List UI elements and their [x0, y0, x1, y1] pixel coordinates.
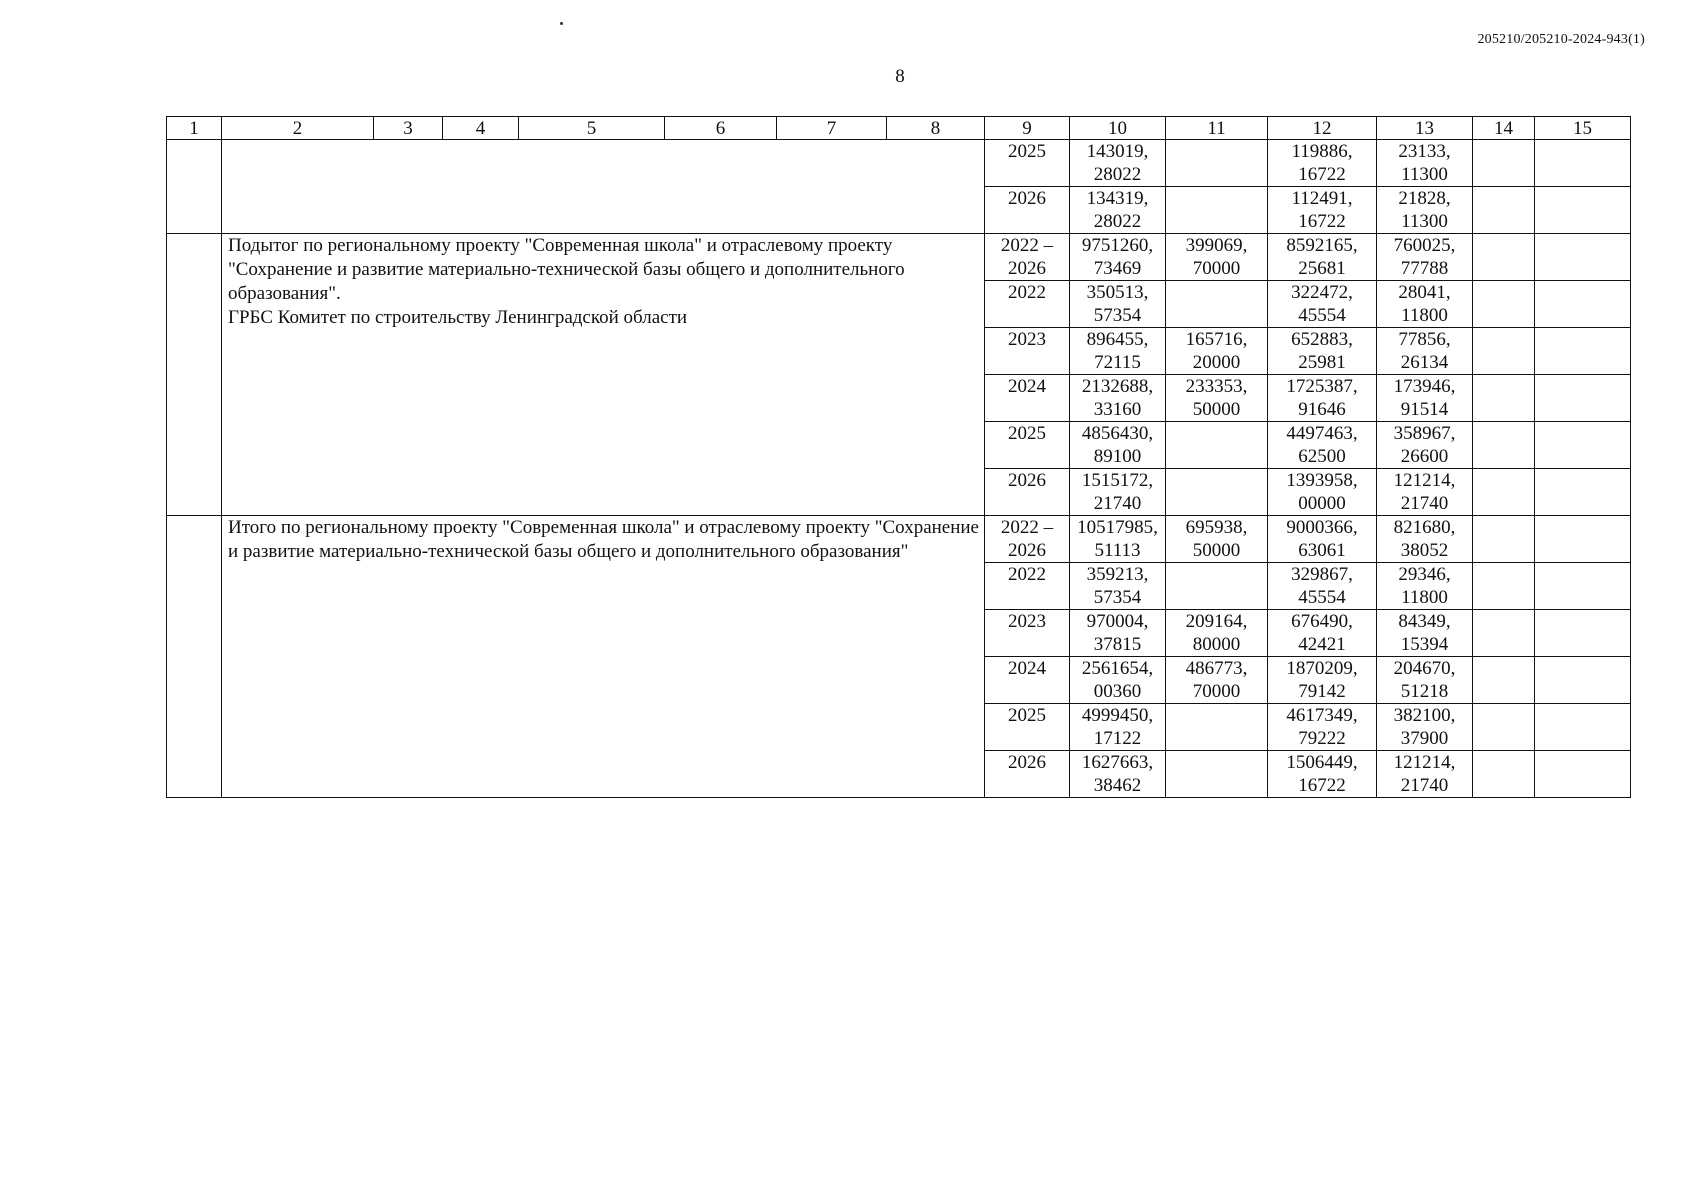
- total-cell: 350513, 57354: [1070, 281, 1166, 328]
- total-cell: 9751260, 73469: [1070, 234, 1166, 281]
- column-header: 11: [1166, 117, 1268, 140]
- year-cell: 2022: [985, 281, 1070, 328]
- col-14-cell: [1473, 469, 1535, 516]
- local-cell: 173946, 91514: [1377, 375, 1473, 422]
- total-cell: 2561654, 00360: [1070, 657, 1166, 704]
- col-15-cell: [1535, 234, 1631, 281]
- block-description: Подытог по региональному проекту "Современная школа" и отраслевому проекту "Сохранение и развитие материально-технической базы общего и дополнительного образования". ГРБС Комитет по строительству Ленинградской области: [222, 234, 985, 516]
- col-14-cell: [1473, 516, 1535, 563]
- regional-cell: 322472, 45554: [1268, 281, 1377, 328]
- column-header: 13: [1377, 117, 1473, 140]
- col-15-cell: [1535, 610, 1631, 657]
- local-cell: 28041, 11800: [1377, 281, 1473, 328]
- document-id: 205210/205210-2024-943(1): [1477, 32, 1645, 47]
- regional-cell: 652883, 25981: [1268, 328, 1377, 375]
- col-14-cell: [1473, 657, 1535, 704]
- regional-cell: 4497463, 62500: [1268, 422, 1377, 469]
- total-cell: 2132688, 33160: [1070, 375, 1166, 422]
- column-header: 9: [985, 117, 1070, 140]
- federal-cell: 209164, 80000: [1166, 610, 1268, 657]
- col-15-cell: [1535, 704, 1631, 751]
- federal-cell: 695938, 50000: [1166, 516, 1268, 563]
- scan-speck: [560, 22, 563, 25]
- year-cell: 2026: [985, 187, 1070, 234]
- col-15-cell: [1535, 563, 1631, 610]
- col-15-cell: [1535, 657, 1631, 704]
- federal-cell: [1166, 187, 1268, 234]
- year-cell: 2025: [985, 704, 1070, 751]
- col-15-cell: [1535, 469, 1631, 516]
- column-header: 5: [519, 117, 665, 140]
- local-cell: 77856, 26134: [1377, 328, 1473, 375]
- col-14-cell: [1473, 234, 1535, 281]
- regional-cell: 1870209, 79142: [1268, 657, 1377, 704]
- federal-cell: [1166, 751, 1268, 798]
- year-cell: 2025: [985, 422, 1070, 469]
- column-header: 7: [777, 117, 887, 140]
- year-cell: 2024: [985, 375, 1070, 422]
- federal-cell: [1166, 704, 1268, 751]
- year-cell: 2022 – 2026: [985, 516, 1070, 563]
- col-14-cell: [1473, 140, 1535, 187]
- col-15-cell: [1535, 375, 1631, 422]
- total-cell: 1627663, 38462: [1070, 751, 1166, 798]
- year-cell: 2026: [985, 751, 1070, 798]
- regional-cell: 329867, 45554: [1268, 563, 1377, 610]
- table-row: [167, 516, 1631, 563]
- regional-cell: 4617349, 79222: [1268, 704, 1377, 751]
- table-row: [167, 234, 1631, 281]
- total-cell: 896455, 72115: [1070, 328, 1166, 375]
- local-cell: 29346, 11800: [1377, 563, 1473, 610]
- regional-cell: 1393958, 00000: [1268, 469, 1377, 516]
- col-14-cell: [1473, 422, 1535, 469]
- local-cell: 23133, 11300: [1377, 140, 1473, 187]
- col-14-cell: [1473, 610, 1535, 657]
- col-15-cell: [1535, 422, 1631, 469]
- regional-cell: 8592165, 25681: [1268, 234, 1377, 281]
- regional-cell: 1506449, 16722: [1268, 751, 1377, 798]
- year-cell: 2022 – 2026: [985, 234, 1070, 281]
- column-header: 6: [665, 117, 777, 140]
- total-cell: 10517985, 51113: [1070, 516, 1166, 563]
- federal-cell: [1166, 281, 1268, 328]
- total-cell: 4856430, 89100: [1070, 422, 1166, 469]
- column-header: 3: [374, 117, 443, 140]
- col-14-cell: [1473, 704, 1535, 751]
- column-header: 12: [1268, 117, 1377, 140]
- year-cell: 2022: [985, 563, 1070, 610]
- column-header: 10: [1070, 117, 1166, 140]
- col-14-cell: [1473, 563, 1535, 610]
- total-cell: 134319, 28022: [1070, 187, 1166, 234]
- total-cell: 143019, 28022: [1070, 140, 1166, 187]
- regional-cell: 112491, 16722: [1268, 187, 1377, 234]
- row-number-cell: [167, 234, 222, 516]
- local-cell: 358967, 26600: [1377, 422, 1473, 469]
- year-cell: 2026: [985, 469, 1070, 516]
- block-description: Итого по региональному проекту "Современная школа" и отраслевому проекту "Сохранение и развитие материально-технической базы общего и дополнительного образования": [222, 516, 985, 798]
- federal-cell: 233353, 50000: [1166, 375, 1268, 422]
- total-cell: 4999450, 17122: [1070, 704, 1166, 751]
- total-cell: 359213, 57354: [1070, 563, 1166, 610]
- federal-cell: [1166, 140, 1268, 187]
- table-body: [167, 140, 1631, 798]
- year-cell: 2024: [985, 657, 1070, 704]
- col-14-cell: [1473, 187, 1535, 234]
- federal-cell: [1166, 563, 1268, 610]
- regional-cell: 119886, 16722: [1268, 140, 1377, 187]
- federal-cell: 399069, 70000: [1166, 234, 1268, 281]
- row-number-cell: [167, 516, 222, 798]
- page-number: 8: [895, 66, 905, 87]
- regional-cell: 1725387, 91646: [1268, 375, 1377, 422]
- local-cell: 821680, 38052: [1377, 516, 1473, 563]
- col-15-cell: [1535, 751, 1631, 798]
- year-cell: 2023: [985, 328, 1070, 375]
- col-14-cell: [1473, 328, 1535, 375]
- block-description: [222, 140, 985, 234]
- column-number-row: [167, 117, 1631, 140]
- federal-cell: 486773, 70000: [1166, 657, 1268, 704]
- col-15-cell: [1535, 187, 1631, 234]
- col-15-cell: [1535, 328, 1631, 375]
- row-number-cell: [167, 140, 222, 234]
- column-header: 8: [887, 117, 985, 140]
- table-row: [167, 140, 1631, 187]
- col-15-cell: [1535, 516, 1631, 563]
- total-cell: 1515172, 21740: [1070, 469, 1166, 516]
- regional-cell: 676490, 42421: [1268, 610, 1377, 657]
- column-header: 15: [1535, 117, 1631, 140]
- col-15-cell: [1535, 281, 1631, 328]
- local-cell: 204670, 51218: [1377, 657, 1473, 704]
- column-header: 1: [167, 117, 222, 140]
- federal-cell: 165716, 20000: [1166, 328, 1268, 375]
- col-14-cell: [1473, 751, 1535, 798]
- year-cell: 2023: [985, 610, 1070, 657]
- total-cell: 970004, 37815: [1070, 610, 1166, 657]
- column-header: 14: [1473, 117, 1535, 140]
- local-cell: 121214, 21740: [1377, 751, 1473, 798]
- local-cell: 121214, 21740: [1377, 469, 1473, 516]
- local-cell: 760025, 77788: [1377, 234, 1473, 281]
- local-cell: 84349, 15394: [1377, 610, 1473, 657]
- column-header: 2: [222, 117, 374, 140]
- federal-cell: [1166, 422, 1268, 469]
- local-cell: 382100, 37900: [1377, 704, 1473, 751]
- year-cell: 2025: [985, 140, 1070, 187]
- col-15-cell: [1535, 140, 1631, 187]
- regional-cell: 9000366, 63061: [1268, 516, 1377, 563]
- col-14-cell: [1473, 375, 1535, 422]
- column-header: 4: [443, 117, 519, 140]
- col-14-cell: [1473, 281, 1535, 328]
- federal-cell: [1166, 469, 1268, 516]
- budget-table: [166, 116, 1631, 798]
- local-cell: 21828, 11300: [1377, 187, 1473, 234]
